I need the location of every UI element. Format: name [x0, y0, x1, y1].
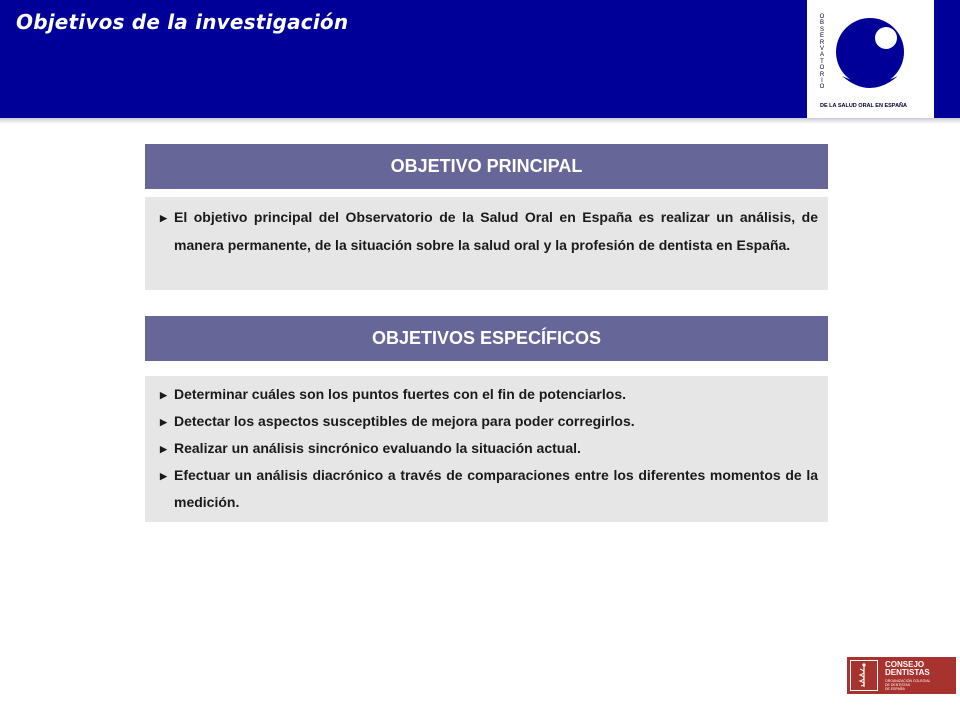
list-item: ▶ Detectar los aspectos susceptibles de mejora para poder corregirlos.	[145, 408, 828, 435]
objetivo-principal-body	[145, 197, 828, 290]
logo-vertical-text: O B S E R V A T O R I O	[819, 14, 825, 91]
logo-subtitle: DE LA SALUD ORAL EN ESPAÑA	[820, 103, 907, 109]
triangle-right-icon: ▶	[160, 471, 167, 481]
objetivos-especificos-heading: OBJETIVOS ESPECÍFICOS	[145, 316, 828, 361]
list-item: ▶ El objetivo principal del Observatorio de la Salud Oral en España es realizar un análisis, de manera permanente, de la situación sobre la salud oral y la profesión de dentista en España.	[145, 203, 828, 259]
list-item: ▶ Determinar cuáles son los puntos fuertes con el fin de potenciarlos.	[145, 381, 828, 408]
caduceus-icon	[850, 660, 878, 691]
triangle-right-icon: ▶	[160, 444, 167, 454]
page-title: Objetivos de la investigación	[16, 10, 349, 34]
list-item: ▶ Efectuar un análisis diacrónico a través de comparaciones entre los diferentes momentos de la medición.	[145, 462, 828, 516]
header-shadow	[0, 118, 960, 124]
triangle-right-icon: ▶	[160, 213, 167, 223]
triangle-right-icon: ▶	[160, 417, 167, 427]
objetivos-especificos-body	[145, 376, 828, 522]
logo-circle-icon	[832, 12, 912, 98]
consejo-dentistas-logo: CONSEJO DENTISTAS ORGANIZACIÓN COLEGIAL DE DENTISTAS DE ESPAÑA	[847, 657, 956, 694]
list-item: ▶ Realizar un análisis sincrónico evaluando la situación actual.	[145, 435, 828, 462]
triangle-right-icon: ▶	[160, 390, 167, 400]
objetivo-principal-heading: OBJETIVO PRINCIPAL	[145, 144, 828, 189]
